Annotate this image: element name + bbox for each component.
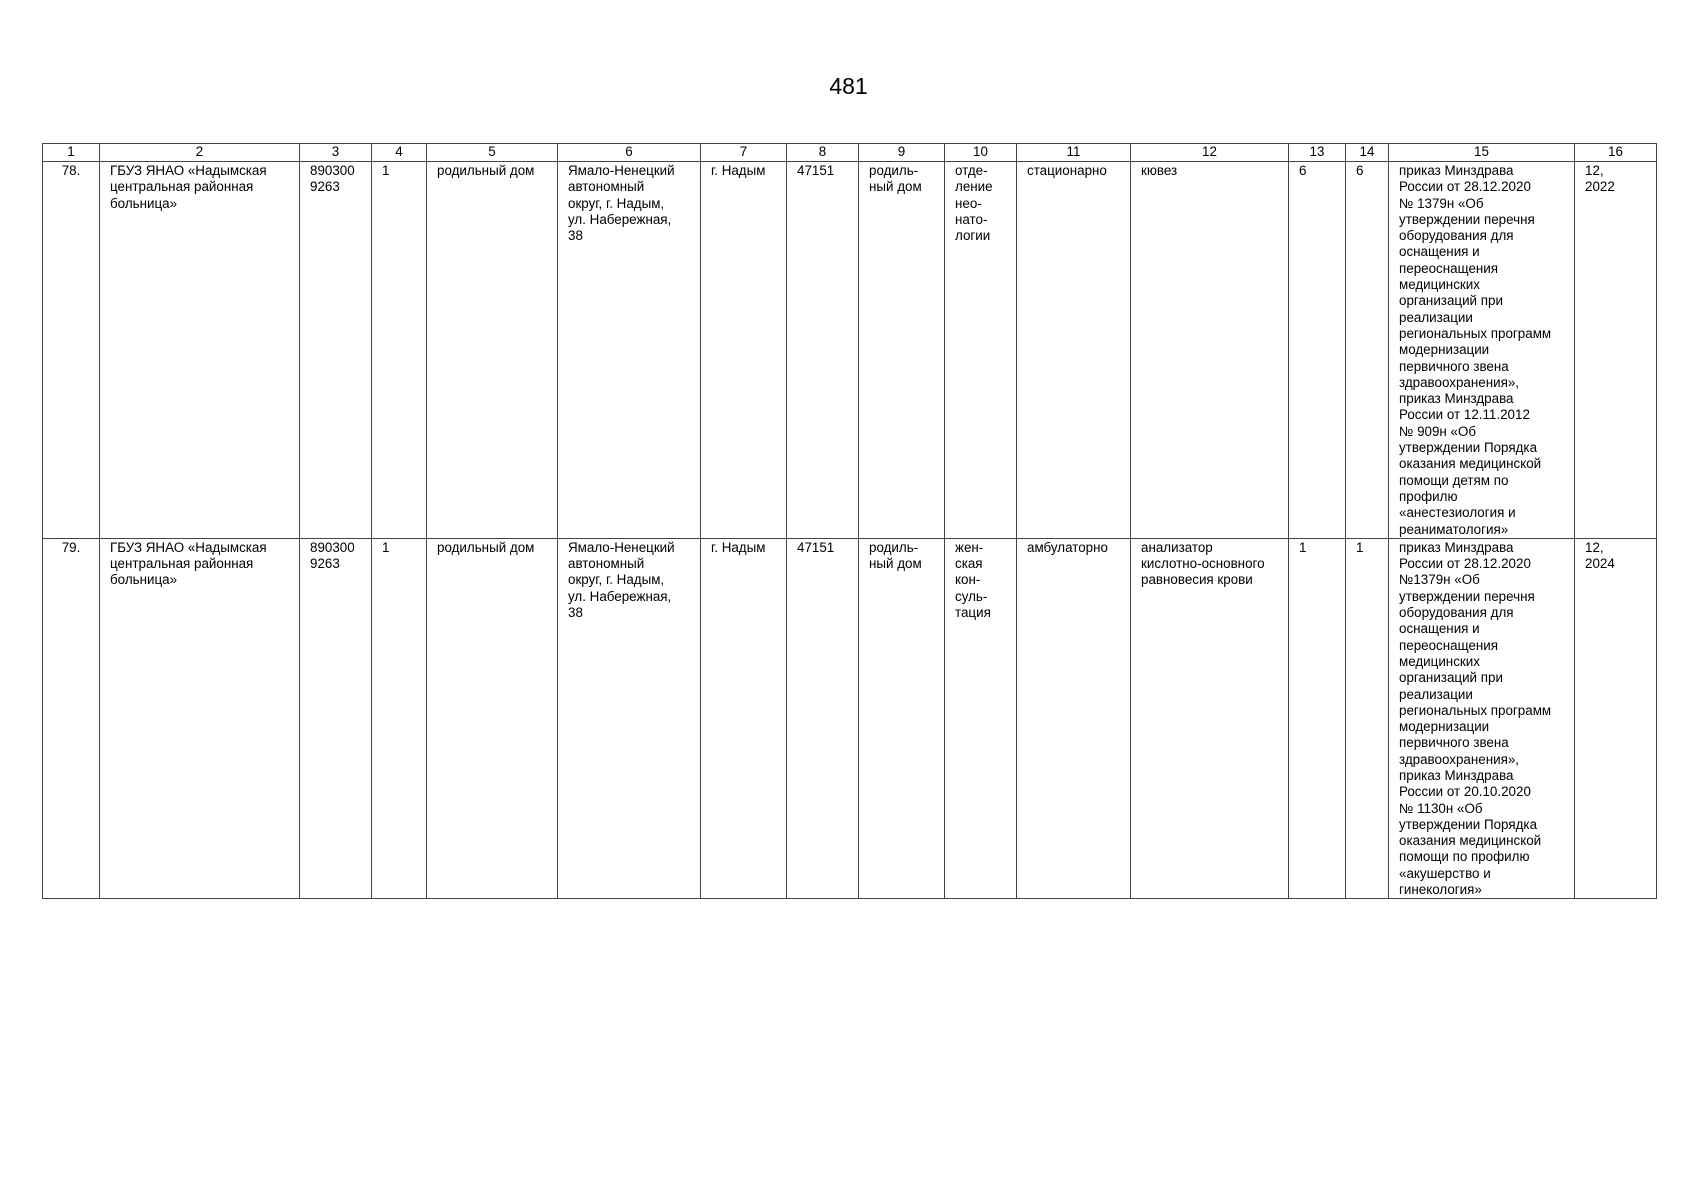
header-cell: 12	[1131, 144, 1289, 162]
subdivision-cell: родиль- ный дом	[859, 538, 945, 899]
care-condition-cell: амбулаторно	[1017, 538, 1131, 899]
city-cell: г. Надым	[701, 162, 787, 539]
header-cell: 10	[945, 144, 1017, 162]
address-cell: Ямало-Ненецкий автономный округ, г. Надым, ул. Набережная, 38	[558, 162, 701, 539]
header-cell: 2	[100, 144, 300, 162]
header-cell: 8	[787, 144, 859, 162]
quantity-cell: 1	[1289, 538, 1346, 899]
header-cell: 9	[859, 144, 945, 162]
count-cell: 1	[372, 162, 427, 539]
department-cell: отде- ление нео- нато- логии	[945, 162, 1017, 539]
page-number: 481	[829, 73, 868, 99]
quantity-cell: 1	[1346, 538, 1389, 899]
oktmo-cell: 47151	[787, 538, 859, 899]
header-cell: 4	[372, 144, 427, 162]
count-cell: 1	[372, 538, 427, 899]
table-row	[43, 162, 1657, 539]
header-cell: 11	[1017, 144, 1131, 162]
equipment-cell: анализатор кислотно-основного равновесия крови	[1131, 538, 1289, 899]
header-cell: 5	[427, 144, 558, 162]
facility-type-cell: родильный дом	[427, 538, 558, 899]
department-cell: жен- ская кон- суль- тация	[945, 538, 1017, 899]
care-condition-cell: стационарно	[1017, 162, 1131, 539]
header-cell: 3	[300, 144, 372, 162]
deadline-cell: 12, 2024	[1575, 538, 1657, 899]
city-cell: г. Надым	[701, 538, 787, 899]
header-row	[43, 144, 1657, 162]
table-row	[43, 538, 1657, 899]
equipment-cell: кювез	[1131, 162, 1289, 539]
subdivision-cell: родиль- ный дом	[859, 162, 945, 539]
deadline-cell: 12, 2022	[1575, 162, 1657, 539]
header-cell: 13	[1289, 144, 1346, 162]
quantity-cell: 6	[1289, 162, 1346, 539]
organization-cell: ГБУЗ ЯНАО «Надымская центральная районная больница»	[100, 538, 300, 899]
header-cell: 1	[43, 144, 100, 162]
quantity-cell: 6	[1346, 162, 1389, 539]
row-number-cell: 79.	[43, 538, 100, 899]
oktmo-cell: 47151	[787, 162, 859, 539]
header-cell: 14	[1346, 144, 1389, 162]
equipment-table	[42, 143, 1657, 899]
header-cell: 15	[1389, 144, 1575, 162]
code-cell: 890300 9263	[300, 162, 372, 539]
header-cell: 6	[558, 144, 701, 162]
facility-type-cell: родильный дом	[427, 162, 558, 539]
address-cell: Ямало-Ненецкий автономный округ, г. Надым, ул. Набережная, 38	[558, 538, 701, 899]
header-cell: 7	[701, 144, 787, 162]
header-cell: 16	[1575, 144, 1657, 162]
organization-cell: ГБУЗ ЯНАО «Надымская центральная районная больница»	[100, 162, 300, 539]
code-cell: 890300 9263	[300, 538, 372, 899]
order-reference-cell: приказ Минздрава России от 28.12.2020 №1379н «Об утверждении перечня оборудования для оснащения и переоснащения медицинских организаций при реализации региональных программ модернизации первичного звена здравоохранения», приказ Минздрава России от 20.10.2020 № 1130н «Об утверждении Порядка оказания медицинской помощи по профилю «акушерство и гинекология»	[1389, 538, 1575, 899]
row-number-cell: 78.	[43, 162, 100, 539]
order-reference-cell: приказ Минздрава России от 28.12.2020 № 1379н «Об утверждении перечня оборудования для оснащения и переоснащения медицинских организаций при реализации региональных программ модернизации первичного звена здравоохранения», приказ Минздрава России от 12.11.2012 № 909н «Об утверждении Порядка оказания медицинской помощи детям по профилю «анестезиология и реаниматология»	[1389, 162, 1575, 539]
